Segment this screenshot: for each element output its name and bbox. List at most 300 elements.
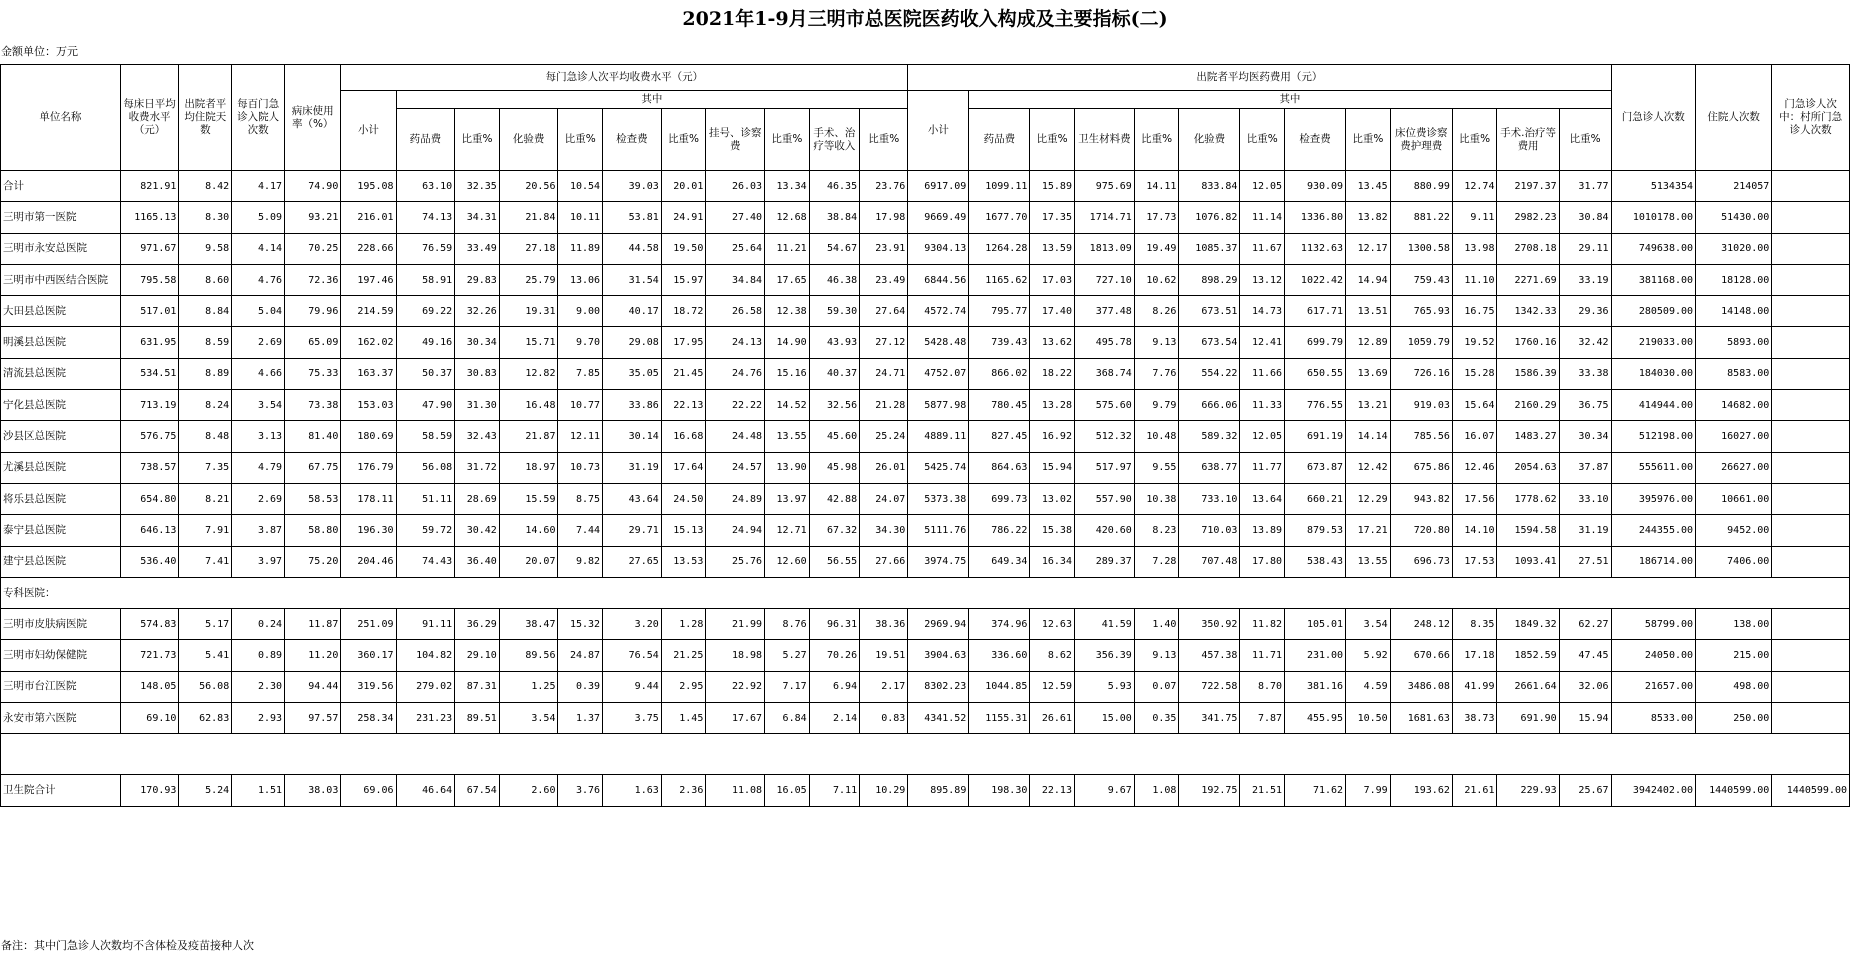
data-cell: 827.45 (969, 421, 1030, 452)
data-cell: 1.51 (232, 775, 285, 806)
data-cell: 15.16 (765, 358, 810, 389)
data-cell: 360.17 (341, 640, 396, 671)
header-op-drug: 药品费 (396, 109, 455, 171)
data-cell: 2.95 (661, 671, 706, 702)
data-cell: 1099.11 (969, 171, 1030, 202)
data-cell: 15.59 (499, 483, 558, 514)
header-village-visits: 门急诊人次中：村所门急诊人次数 (1772, 65, 1850, 171)
data-cell: 5.04 (232, 296, 285, 327)
data-cell: 39.03 (603, 171, 662, 202)
data-cell: 738.57 (120, 452, 179, 483)
data-cell: 670.66 (1390, 640, 1452, 671)
data-cell: 10.38 (1134, 483, 1179, 514)
header-unit-name: 单位名称 (1, 65, 121, 171)
data-cell (1772, 233, 1850, 264)
data-cell: 8.23 (1134, 515, 1179, 546)
data-cell: 699.79 (1285, 327, 1346, 358)
data-cell: 89.51 (455, 703, 500, 734)
unit-name-cell: 明溪县总医院 (1, 327, 121, 358)
table-row (1, 264, 1850, 295)
data-cell: 231.00 (1285, 640, 1346, 671)
data-cell: 1440599.00 (1696, 775, 1772, 806)
data-cell: 59.72 (396, 515, 455, 546)
data-cell (1772, 609, 1850, 640)
data-cell: 18.98 (706, 640, 765, 671)
data-cell: 1132.63 (1285, 233, 1346, 264)
data-cell: 58.53 (285, 483, 341, 514)
data-cell: 15.97 (661, 264, 706, 295)
unit-name-cell: 宁化县总医院 (1, 390, 121, 421)
data-cell: 0.89 (232, 640, 285, 671)
data-cell: 20.56 (499, 171, 558, 202)
data-cell: 33.49 (455, 233, 500, 264)
data-cell: 34.31 (455, 202, 500, 233)
data-cell: 795.77 (969, 296, 1030, 327)
data-cell: 91.11 (396, 609, 455, 640)
data-cell: 1586.39 (1497, 358, 1559, 389)
data-cell: 898.29 (1179, 264, 1240, 295)
data-cell: 2.60 (499, 775, 558, 806)
data-cell: 8302.23 (908, 671, 969, 702)
unit-name-cell: 三明市第一医院 (1, 202, 121, 233)
data-cell: 2661.64 (1497, 671, 1559, 702)
data-cell: 538.43 (1285, 546, 1346, 577)
data-cell: 19.31 (499, 296, 558, 327)
data-cell: 821.91 (120, 171, 179, 202)
data-cell: 11.08 (706, 775, 765, 806)
data-cell: 673.51 (1179, 296, 1240, 327)
header-bed-usage: 病床使用率（%） (285, 65, 341, 171)
data-cell: 5.17 (179, 609, 232, 640)
data-cell: 1336.80 (1285, 202, 1346, 233)
data-cell: 10.11 (558, 202, 603, 233)
data-cell: 27.65 (603, 546, 662, 577)
data-cell: 512.32 (1074, 421, 1134, 452)
data-cell: 710.03 (1179, 515, 1240, 546)
data-cell: 1.28 (661, 609, 706, 640)
data-cell: 17.80 (1240, 546, 1285, 577)
data-cell: 214057 (1696, 171, 1772, 202)
data-cell: 33.10 (1559, 483, 1611, 514)
data-cell: 27.51 (1559, 546, 1611, 577)
data-cell: 25.67 (1559, 775, 1611, 806)
data-cell: 350.92 (1179, 609, 1240, 640)
data-cell: 93.21 (285, 202, 341, 233)
data-cell: 15.89 (1030, 171, 1075, 202)
data-cell: 22.22 (706, 390, 765, 421)
data-cell: 649.34 (969, 546, 1030, 577)
data-cell: 11.82 (1240, 609, 1285, 640)
data-cell: 1155.31 (969, 703, 1030, 734)
data-cell: 12.46 (1452, 452, 1497, 483)
unit-label: 金额单位：万元 (1, 45, 78, 58)
data-cell: 15.00 (1074, 703, 1134, 734)
data-cell: 24.89 (706, 483, 765, 514)
table-row (1, 703, 1850, 734)
data-cell: 646.13 (120, 515, 179, 546)
data-cell: 1852.59 (1497, 640, 1559, 671)
data-cell: 228.66 (341, 233, 396, 264)
data-cell: 2982.23 (1497, 202, 1559, 233)
data-cell: 13.34 (765, 171, 810, 202)
data-cell (1772, 483, 1850, 514)
data-cell: 21.87 (499, 421, 558, 452)
header-inpatient-visits: 住院人次数 (1696, 65, 1772, 171)
data-cell: 1044.85 (969, 671, 1030, 702)
data-cell: 9.79 (1134, 390, 1179, 421)
data-cell: 229.93 (1497, 775, 1559, 806)
data-cell: 7.76 (1134, 358, 1179, 389)
data-cell: 2.69 (232, 327, 285, 358)
data-cell: 1.37 (558, 703, 603, 734)
data-cell: 2.93 (232, 703, 285, 734)
data-cell: 27.64 (860, 296, 908, 327)
data-cell: 72.36 (285, 264, 341, 295)
data-cell: 31.72 (455, 452, 500, 483)
data-cell: 3.76 (558, 775, 603, 806)
data-cell: 24.50 (661, 483, 706, 514)
data-cell: 17.67 (706, 703, 765, 734)
footnote: 备注：其中门急诊人次数均不含体检及疫苗接种人次 (1, 939, 254, 952)
data-cell: 46.35 (809, 171, 859, 202)
data-cell: 13.21 (1346, 390, 1391, 421)
data-cell: 37.87 (1559, 452, 1611, 483)
data-cell: 14.11 (1134, 171, 1179, 202)
data-cell: 336.60 (969, 640, 1030, 671)
data-cell: 13.55 (765, 421, 810, 452)
data-cell: 7.41 (179, 546, 232, 577)
data-cell: 27.40 (706, 202, 765, 233)
data-cell: 38.84 (809, 202, 859, 233)
data-cell: 94.44 (285, 671, 341, 702)
table-row (1, 327, 1850, 358)
data-cell: 14.10 (1452, 515, 1497, 546)
data-cell: 8583.00 (1696, 358, 1772, 389)
data-cell: 18.22 (1030, 358, 1075, 389)
data-cell: 35.05 (603, 358, 662, 389)
data-cell: 17.95 (661, 327, 706, 358)
data-cell: 17.56 (1452, 483, 1497, 514)
data-cell: 11.10 (1452, 264, 1497, 295)
data-cell: 9.11 (1452, 202, 1497, 233)
data-cell: 7.17 (765, 671, 810, 702)
data-cell: 105.01 (1285, 609, 1346, 640)
data-cell (1772, 390, 1850, 421)
data-cell: 16027.00 (1696, 421, 1772, 452)
data-cell: 691.90 (1497, 703, 1559, 734)
data-cell: 780.45 (969, 390, 1030, 421)
data-cell: 7.91 (179, 515, 232, 546)
data-cell: 5.93 (1074, 671, 1134, 702)
data-cell: 33.86 (603, 390, 662, 421)
data-cell: 4341.52 (908, 703, 969, 734)
data-cell: 197.46 (341, 264, 396, 295)
data-cell: 1.25 (499, 671, 558, 702)
data-cell: 15.38 (1030, 515, 1075, 546)
data-cell: 32.42 (1559, 327, 1611, 358)
data-cell: 29.36 (1559, 296, 1611, 327)
data-cell: 631.95 (120, 327, 179, 358)
data-cell: 24050.00 (1611, 640, 1696, 671)
table-row (1, 515, 1850, 546)
data-cell (1772, 452, 1850, 483)
data-cell: 19.52 (1452, 327, 1497, 358)
data-cell: 76.59 (396, 233, 455, 264)
data-cell: 30.42 (455, 515, 500, 546)
data-cell: 0.83 (860, 703, 908, 734)
data-cell: 27.18 (499, 233, 558, 264)
data-cell: 1342.33 (1497, 296, 1559, 327)
data-cell: 58.59 (396, 421, 455, 452)
data-cell: 13.62 (1030, 327, 1075, 358)
data-cell: 1.45 (661, 703, 706, 734)
data-cell: 41.99 (1452, 671, 1497, 702)
header-ip-exam-ratio: 比重% (1346, 109, 1391, 171)
header-ip-bed-nursing-ratio: 比重% (1452, 109, 1497, 171)
data-cell: 1681.63 (1390, 703, 1452, 734)
data-cell: 691.19 (1285, 421, 1346, 452)
data-cell: 7.87 (1240, 703, 1285, 734)
data-cell: 2.17 (860, 671, 908, 702)
data-cell: 13.55 (1346, 546, 1391, 577)
data-cell: 7.85 (558, 358, 603, 389)
data-cell (1772, 640, 1850, 671)
data-cell: 67.32 (809, 515, 859, 546)
data-cell: 786.22 (969, 515, 1030, 546)
data-cell: 12.41 (1240, 327, 1285, 358)
data-cell: 81.40 (285, 421, 341, 452)
data-cell: 21.45 (661, 358, 706, 389)
data-cell: 25.24 (860, 421, 908, 452)
data-cell: 31.19 (603, 452, 662, 483)
data-cell: 75.20 (285, 546, 341, 577)
data-cell: 722.58 (1179, 671, 1240, 702)
data-cell: 25.64 (706, 233, 765, 264)
header-bed-daily: 每床日平均收费水平（元） (120, 65, 179, 171)
data-cell: 258.34 (341, 703, 396, 734)
data-cell: 10.29 (860, 775, 908, 806)
data-cell: 24.87 (558, 640, 603, 671)
data-cell: 29.08 (603, 327, 662, 358)
data-cell: 4.76 (232, 264, 285, 295)
data-cell: 51430.00 (1696, 202, 1772, 233)
data-cell: 12.38 (765, 296, 810, 327)
data-cell: 204.46 (341, 546, 396, 577)
header-ip-bed-nursing: 床位费诊察费护理费 (1390, 109, 1452, 171)
data-cell: 10.50 (1346, 703, 1391, 734)
unit-name-cell: 合计 (1, 171, 121, 202)
data-cell: 71.62 (1285, 775, 1346, 806)
data-cell: 707.48 (1179, 546, 1240, 577)
table-row (1, 421, 1850, 452)
data-cell: 795.58 (120, 264, 179, 295)
data-cell: 975.69 (1074, 171, 1134, 202)
data-cell: 36.40 (455, 546, 500, 577)
data-cell: 675.86 (1390, 452, 1452, 483)
data-cell: 30.84 (1559, 202, 1611, 233)
data-cell: 10661.00 (1696, 483, 1772, 514)
data-cell: 36.29 (455, 609, 500, 640)
data-cell: 75.33 (285, 358, 341, 389)
data-cell: 2.14 (809, 703, 859, 734)
data-cell: 32.26 (455, 296, 500, 327)
data-cell: 12.29 (1346, 483, 1391, 514)
header-ip-of-which: 其中 (969, 91, 1611, 109)
data-cell: 9.55 (1134, 452, 1179, 483)
data-cell: 170.93 (120, 775, 179, 806)
data-cell: 517.01 (120, 296, 179, 327)
data-cell: 8.24 (179, 390, 232, 421)
data-cell: 214.59 (341, 296, 396, 327)
data-cell: 13.90 (765, 452, 810, 483)
data-cell: 10.73 (558, 452, 603, 483)
data-cell: 12.05 (1240, 171, 1285, 202)
data-cell: 930.09 (1285, 171, 1346, 202)
data-cell: 4.66 (232, 358, 285, 389)
data-cell: 879.53 (1285, 515, 1346, 546)
data-cell: 176.79 (341, 452, 396, 483)
data-cell: 29.10 (455, 640, 500, 671)
data-cell: 8.35 (1452, 609, 1497, 640)
data-cell: 19.49 (1134, 233, 1179, 264)
data-cell: 971.67 (120, 233, 179, 264)
data-cell: 13.97 (765, 483, 810, 514)
data-cell: 9669.49 (908, 202, 969, 233)
data-cell: 1.63 (603, 775, 662, 806)
data-cell: 638.77 (1179, 452, 1240, 483)
data-cell: 13.59 (1030, 233, 1075, 264)
data-cell (1772, 703, 1850, 734)
data-cell: 727.10 (1074, 264, 1134, 295)
data-cell: 34.84 (706, 264, 765, 295)
data-cell: 2.69 (232, 483, 285, 514)
data-cell: 14.52 (765, 390, 810, 421)
data-cell (1772, 671, 1850, 702)
data-cell: 7.99 (1346, 775, 1391, 806)
data-cell: 24.48 (706, 421, 765, 452)
data-cell: 575.60 (1074, 390, 1134, 421)
data-cell: 6917.09 (908, 171, 969, 202)
table-row (1, 640, 1850, 671)
data-cell: 22.92 (706, 671, 765, 702)
data-cell: 833.84 (1179, 171, 1240, 202)
data-cell: 5428.48 (908, 327, 969, 358)
data-cell: 534.51 (120, 358, 179, 389)
data-cell: 248.12 (1390, 609, 1452, 640)
data-cell: 0.24 (232, 609, 285, 640)
data-cell: 666.06 (1179, 390, 1240, 421)
data-cell: 368.74 (1074, 358, 1134, 389)
header-op-exam: 检查费 (603, 109, 662, 171)
data-cell: 20.01 (661, 171, 706, 202)
data-cell: 749638.00 (1611, 233, 1696, 264)
data-cell: 1594.58 (1497, 515, 1559, 546)
data-cell: 33.19 (1559, 264, 1611, 295)
data-cell: 12.89 (1346, 327, 1391, 358)
data-cell: 10.48 (1134, 421, 1179, 452)
data-cell: 231.23 (396, 703, 455, 734)
data-cell (1772, 296, 1850, 327)
data-cell: 97.57 (285, 703, 341, 734)
data-cell: 219033.00 (1611, 327, 1696, 358)
data-cell: 42.88 (809, 483, 859, 514)
header-op-lab: 化验费 (499, 109, 558, 171)
data-cell: 673.54 (1179, 327, 1240, 358)
data-cell (1772, 264, 1850, 295)
unit-name-cell: 三明市皮肤病医院 (1, 609, 121, 640)
data-cell: 69.06 (341, 775, 396, 806)
data-cell: 1165.13 (120, 202, 179, 233)
data-cell: 17.65 (765, 264, 810, 295)
data-cell: 8.62 (1030, 640, 1075, 671)
table-row (1, 390, 1850, 421)
data-cell: 24.91 (661, 202, 706, 233)
data-cell: 13.89 (1240, 515, 1285, 546)
data-cell: 1849.32 (1497, 609, 1559, 640)
data-cell: 18.72 (661, 296, 706, 327)
data-cell: 38.03 (285, 775, 341, 806)
data-cell: 4.79 (232, 452, 285, 483)
data-cell: 1300.58 (1390, 233, 1452, 264)
data-cell: 13.98 (1452, 233, 1497, 264)
data-cell: 14.73 (1240, 296, 1285, 327)
data-cell: 74.90 (285, 171, 341, 202)
data-cell: 1085.37 (1179, 233, 1240, 264)
data-cell: 5425.74 (908, 452, 969, 483)
table-row (1, 233, 1850, 264)
data-cell: 3.87 (232, 515, 285, 546)
data-cell: 1010178.00 (1611, 202, 1696, 233)
data-cell: 18.97 (499, 452, 558, 483)
data-cell: 9.58 (179, 233, 232, 264)
data-cell: 22.13 (1030, 775, 1075, 806)
data-cell: 12.60 (765, 546, 810, 577)
data-cell: 3974.75 (908, 546, 969, 577)
data-cell: 14.90 (765, 327, 810, 358)
data-cell: 919.03 (1390, 390, 1452, 421)
data-cell: 12.82 (499, 358, 558, 389)
data-cell: 15.32 (558, 609, 603, 640)
data-cell: 21.51 (1240, 775, 1285, 806)
data-cell: 4.59 (1346, 671, 1391, 702)
data-cell: 11.21 (765, 233, 810, 264)
data-cell: 9.67 (1074, 775, 1134, 806)
data-cell: 24.76 (706, 358, 765, 389)
data-cell: 3.54 (232, 390, 285, 421)
data-cell: 696.73 (1390, 546, 1452, 577)
data-cell: 498.00 (1696, 671, 1772, 702)
data-cell: 377.48 (1074, 296, 1134, 327)
data-cell: 555611.00 (1611, 452, 1696, 483)
data-cell: 11.66 (1240, 358, 1285, 389)
data-cell: 193.62 (1390, 775, 1452, 806)
data-cell: 14148.00 (1696, 296, 1772, 327)
data-cell: 19.50 (661, 233, 706, 264)
header-ip-surgery: 手术.治疗等费用 (1497, 109, 1559, 171)
data-cell: 557.90 (1074, 483, 1134, 514)
data-cell: 1264.28 (969, 233, 1030, 264)
data-cell: 895.89 (908, 775, 969, 806)
data-cell: 3.20 (603, 609, 662, 640)
data-cell: 178.11 (341, 483, 396, 514)
data-cell: 12.17 (1346, 233, 1391, 264)
data-cell: 0.07 (1134, 671, 1179, 702)
data-cell: 8.76 (765, 609, 810, 640)
data-cell: 6.94 (809, 671, 859, 702)
data-cell: 69.22 (396, 296, 455, 327)
header-ip-exam: 检查费 (1285, 109, 1346, 171)
data-cell: 1677.70 (969, 202, 1030, 233)
